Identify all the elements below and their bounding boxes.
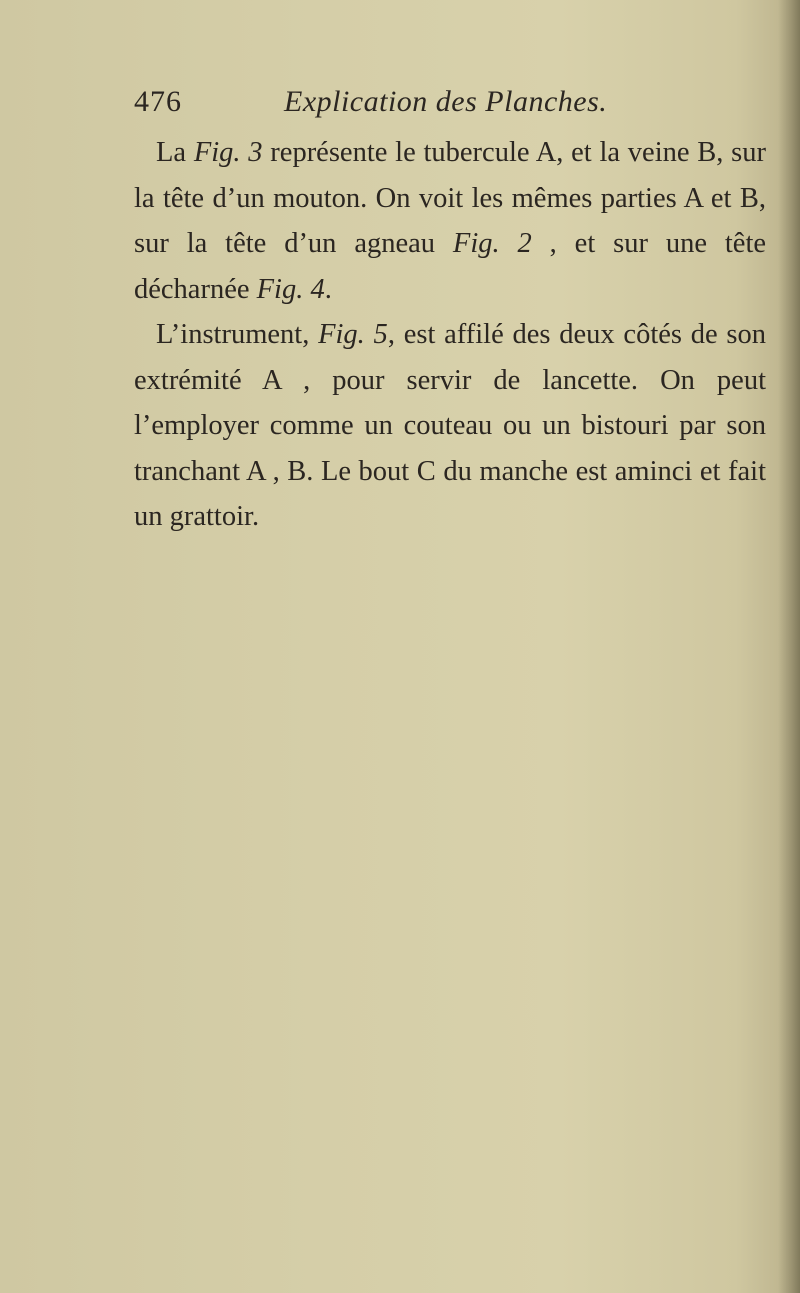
figure-reference: Fig. 2 xyxy=(452,228,532,259)
body-text xyxy=(134,130,766,540)
text-run: La xyxy=(156,137,194,168)
text-run: . xyxy=(324,273,332,305)
figure-reference: Fig. 4 xyxy=(256,273,325,305)
text-run: , et sur une tête décharnée xyxy=(134,228,767,305)
figure-reference: Fig. 3 xyxy=(193,137,263,168)
text-run: L’instrument, xyxy=(156,319,319,350)
page-number: 476 xyxy=(134,85,182,118)
text-run: représente le tubercule A, et la veine B, sur la tête d’un mouton. On voit les mêmes parties A et B, sur la tête d’un agneau xyxy=(134,137,767,259)
page-edge-shadow xyxy=(778,0,800,1293)
paragraph-2 xyxy=(134,312,766,540)
running-title: Explication des Planches. xyxy=(284,85,608,118)
figure-reference: Fig. 5 xyxy=(318,319,388,350)
page-header xyxy=(134,82,754,122)
text-run: , est affilé des deux côtés de son extrémité A , pour servir de lancette. On peut l’employer comme un couteau ou un bistouri par son tranchant A , B. Le bout C du manche est aminci et fait un grattoir. xyxy=(134,319,766,532)
paragraph-1 xyxy=(134,130,766,312)
